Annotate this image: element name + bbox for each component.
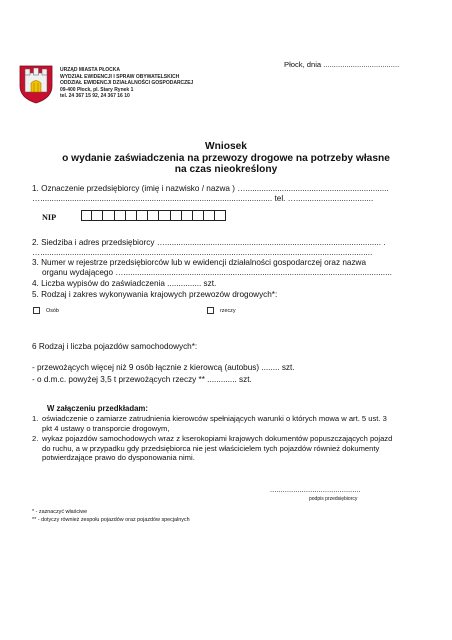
field-register-number: 3. Numer w rejestrze przedsiębiorców lub w ewidencji działalności gospodarczej oraz nazwa xyxy=(32,258,367,267)
office-address-block xyxy=(60,67,193,100)
attachment-item-1 xyxy=(32,414,436,433)
attachment-line: 2. wykaz pojazdów samochodowych wraz z kserokopiami krajowych dokumentów popuszczających pojazd xyxy=(32,434,393,443)
field-buses-count[interactable]: - przewożących więcej niż 9 osób łącznie z kierowcą (autobus) ........ szt. xyxy=(32,363,295,372)
nip-digit-box[interactable] xyxy=(204,210,215,221)
field-headquarters[interactable]: 2. Siedziba i adres przedsiębiorcy …............................................................................................... . xyxy=(32,238,386,247)
title-line: na czas nieokreślony xyxy=(174,164,278,176)
nip-digit-box[interactable] xyxy=(171,210,182,221)
field-vehicle-types: 6 Rodzaj i liczba pojazdów samochodowych*: xyxy=(32,342,198,351)
field-transport-type: 5. Rodzaj i zakres wykonywania krajowych przewozów drogowych*: xyxy=(32,290,278,299)
footnote-2: ** - dotyczy również zespołu pojazdów oraz pojazdów specjalnych xyxy=(32,517,190,523)
field-applicant-phone[interactable]: …...................................................................................................... tel. ….................................. xyxy=(32,194,374,203)
office-line: 09-400 Płock, pl. Stary Rynek 1 xyxy=(60,86,134,93)
field-register-authority[interactable]: organu wydającego …...................................................................................................................... xyxy=(42,268,392,277)
attachments-heading: W załączeniu przedkładam: xyxy=(47,404,148,413)
plock-coat-of-arms-icon xyxy=(18,64,54,104)
office-line: URZĄD MIASTA PŁOCKA xyxy=(60,67,120,73)
option-passengers[interactable] xyxy=(33,307,59,314)
title-line: o wydanie zaświadczenia na przewozy drogowe na potrzeby własne xyxy=(62,152,390,164)
office-line: WYDZIAŁ EWIDENCJI I SPRAW OBYWATELSKICH xyxy=(60,73,180,80)
attachment-line: pkt 4 ustawy o transporcie drogowym, xyxy=(42,423,170,433)
title-line: Wniosek xyxy=(205,141,247,152)
nip-digit-box[interactable] xyxy=(137,210,148,221)
signature-line[interactable]: ........................................... xyxy=(270,485,361,494)
field-trucks-count[interactable]: - o d.m.c. powyżej 3,5 t przewożących rzeczy ** ............. szt. xyxy=(32,375,252,384)
field-extract-count[interactable]: 4. Liczba wypisów do zaświadczenia ............... szt. xyxy=(32,279,217,288)
document-title xyxy=(0,141,452,176)
office-line: ODDZIAŁ EWIDENCJI DZIAŁALNOŚCI GOSPODARCZEJ xyxy=(60,80,194,87)
attachment-line: 1. oświadczenie o zamiarze zatrudnienia kierowców spełniających warunki o których mowa w art. 5 ust. 3 xyxy=(32,414,387,423)
nip-digit-box[interactable] xyxy=(148,210,159,221)
office-line: tel. 24 367 15 92, 24 367 16 10 xyxy=(60,93,130,100)
field-headquarters-cont[interactable]: ….................................................................................................................................................. xyxy=(32,248,373,257)
footnote-1: * - zaznaczyć właściwe xyxy=(32,509,88,515)
nip-digit-box[interactable] xyxy=(193,210,204,221)
field-applicant-name[interactable]: 1. Oznaczenie przedsiębiorcy (imię i nazwisko / nazwa ) …............................................................... xyxy=(32,184,389,193)
nip-digit-box[interactable] xyxy=(126,210,137,221)
option-goods[interactable] xyxy=(207,307,236,314)
attachment-line: potwierdzające prawo do dysponowania nimi. xyxy=(42,453,195,463)
nip-digit-box[interactable] xyxy=(115,210,126,221)
nip-digit-box[interactable] xyxy=(159,210,170,221)
option-goods-label: rzeczy xyxy=(220,307,236,314)
option-passengers-label: Osób xyxy=(46,307,59,314)
checkbox-goods[interactable] xyxy=(207,307,214,314)
nip-digit-box[interactable] xyxy=(215,210,226,221)
nip-digit-box[interactable] xyxy=(92,210,103,221)
date-field[interactable]: Płock, dnia .................................... xyxy=(284,60,400,69)
nip-digit-box[interactable] xyxy=(103,210,114,221)
signature-label: podpis przedsiębiorcy xyxy=(309,496,358,502)
attachment-item-2 xyxy=(32,434,436,463)
attachment-line: do ruchu, a w przypadku gdy przedsiębiorca nie jest właścicielem tych pojazdów również dokumenty xyxy=(42,443,380,453)
checkbox-passengers[interactable] xyxy=(33,307,40,314)
nip-digit-box[interactable] xyxy=(182,210,193,221)
nip-input-boxes[interactable] xyxy=(81,210,226,221)
nip-digit-box[interactable] xyxy=(81,210,92,221)
nip-label: NIP xyxy=(42,213,57,222)
